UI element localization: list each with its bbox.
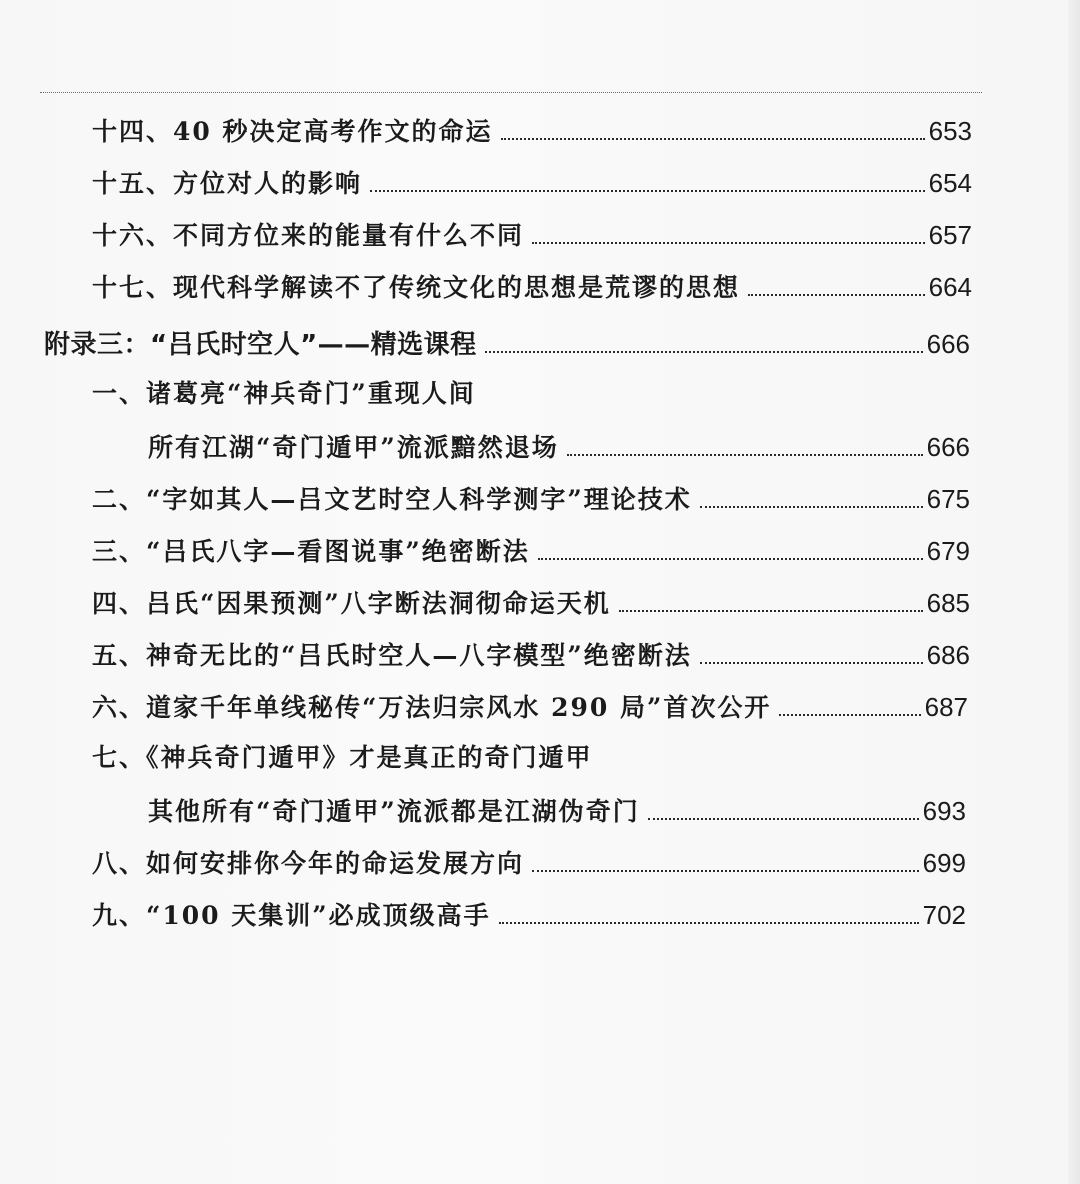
dot-leader	[748, 294, 925, 296]
dot-leader	[532, 242, 925, 244]
toc-entry-title: 四、吕氏“因果预测”八字断法洞彻命运天机	[92, 589, 611, 618]
toc-entry-title: 九、“100 天集训”必成顶级高手	[92, 901, 491, 930]
toc-entry-page: 687	[924, 692, 968, 722]
dot-leader	[567, 454, 923, 456]
toc-entry-title: 十四、40 秒决定高考作文的命运	[92, 117, 493, 146]
toc-entry-page: 702	[922, 900, 966, 930]
toc-entry	[92, 268, 972, 308]
toc-entry-page: 679	[926, 536, 970, 566]
toc-entry	[92, 112, 972, 152]
toc-entry	[92, 738, 968, 778]
dot-leader	[700, 506, 923, 508]
toc-entry-title: 所有江湖“奇门遁甲”流派黯然退场	[148, 433, 559, 462]
toc-entry	[92, 532, 970, 572]
toc-entry-page: 686	[926, 640, 970, 670]
toc-entry	[92, 374, 972, 414]
dot-leader	[779, 714, 920, 716]
toc-entry	[92, 636, 970, 676]
dot-leader	[499, 922, 919, 924]
toc-entry-page: 653	[928, 116, 972, 146]
toc-entry	[92, 164, 972, 204]
toc-entry-title: 三、“吕氏八字—看图说事”绝密断法	[92, 537, 530, 566]
toc-entry-page: 654	[928, 168, 972, 198]
toc-entry-title: 五、神奇无比的“吕氏时空人—八字模型”绝密断法	[92, 641, 692, 670]
toc-entry-title: 二、“字如其人—吕文艺时空人科学测字”理论技术	[92, 485, 692, 514]
toc-entry-title: 十七、现代科学解读不了传统文化的思想是荒谬的思想	[92, 273, 741, 302]
toc-entry	[92, 480, 970, 520]
toc-entry-title: 一、诸葛亮“神兵奇门”重现人间	[92, 379, 476, 408]
toc-entry	[92, 896, 966, 936]
toc-entry-title: 十六、不同方位来的能量有什么不同	[92, 221, 525, 250]
dot-leader	[485, 351, 923, 353]
toc-entry	[92, 584, 970, 624]
dot-leader	[501, 138, 925, 140]
toc-entry	[92, 688, 968, 728]
toc-entry-page: 693	[922, 796, 966, 826]
toc-entry-title: 十五、方位对人的影响	[92, 169, 363, 198]
toc-entry-page: 657	[928, 220, 972, 250]
toc-entry-page: 666	[926, 329, 970, 359]
toc-entry	[92, 844, 966, 884]
toc-entry-page: 675	[926, 484, 970, 514]
dot-leader	[619, 610, 923, 612]
toc-entry-page: 685	[926, 588, 970, 618]
toc-entry-page: 699	[922, 848, 966, 878]
dot-leader	[700, 662, 923, 664]
dot-leader	[532, 870, 919, 872]
dot-leader	[648, 818, 919, 820]
toc-entry-title: 其他所有“奇门遁甲”流派都是江湖伪奇门	[148, 797, 640, 826]
toc-entry-continuation	[148, 792, 966, 832]
toc-appendix-heading	[44, 324, 970, 364]
toc-entry-title: 八、如何安排你今年的命运发展方向	[92, 849, 525, 878]
toc-entry-page: 664	[928, 272, 972, 302]
toc-entry	[92, 216, 972, 256]
toc-entry-title: 附录三：“吕氏时空人”——精选课程	[44, 330, 477, 360]
dot-leader	[370, 190, 925, 192]
dot-leader	[538, 558, 923, 560]
toc-entry-title: 七、《神兵奇门遁甲》才是真正的奇门遁甲	[92, 743, 593, 772]
toc-entry-title: 六、道家千年单线秘传“万法归宗风水 290 局”首次公开	[92, 693, 772, 722]
toc-entry-page: 666	[926, 432, 970, 462]
toc-entry-continuation	[148, 428, 970, 468]
